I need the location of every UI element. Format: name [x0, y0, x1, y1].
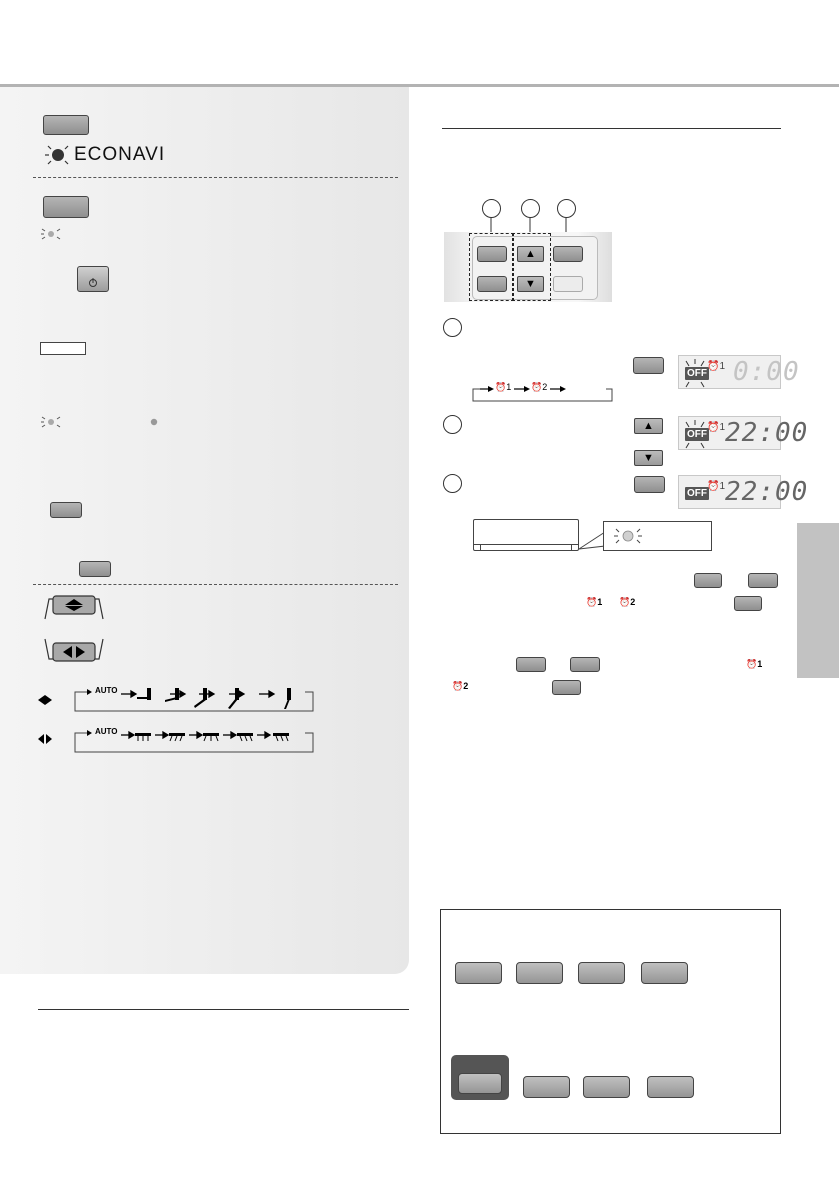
note-timer-1: ⏰1: [586, 597, 603, 607]
off-timer-button[interactable]: [477, 276, 507, 292]
vertical-airswing-button[interactable]: [43, 593, 105, 623]
horizontal-airswing-button[interactable]: [43, 635, 105, 665]
econavi-button[interactable]: [43, 115, 89, 135]
note-timer-2: ⏰2: [619, 597, 636, 607]
vertical-auto-label: AUTO: [95, 686, 118, 695]
box-button-5: [523, 1076, 570, 1098]
step-2-marker: [443, 415, 462, 434]
steady-lamp-icon: [149, 417, 159, 427]
indoor-unit-illustration: [473, 519, 579, 551]
off-badge: OFF: [687, 368, 707, 379]
step-2-down-button[interactable]: ▼: [634, 450, 663, 466]
note-timer-2b: ⏰2: [452, 681, 469, 691]
cycle-timer-1: ⏰1: [495, 382, 512, 392]
lcd-time-3: 22:00: [725, 477, 809, 507]
note-timer-1b: ⏰1: [746, 659, 763, 669]
mode-button[interactable]: [43, 196, 89, 218]
lcd-display-step3: [678, 475, 809, 509]
lcd-display-step1: [678, 355, 800, 389]
small-button-a[interactable]: [50, 502, 82, 518]
box-button-4: [641, 962, 688, 984]
cycle-timer-2: ⏰2: [531, 382, 548, 392]
section-divider-2: [33, 584, 398, 585]
vertical-airflow-sequence: [37, 686, 317, 714]
horizontal-auto-label: AUTO: [95, 727, 118, 736]
note-button-cancel-off: [570, 657, 600, 672]
left-panel: [0, 87, 409, 974]
note-button-set: [734, 596, 762, 611]
step-1-timer-button[interactable]: [633, 357, 664, 374]
horizontal-airflow-sequence: [37, 727, 317, 755]
econavi-label: ECONAVI: [74, 144, 166, 165]
step-3-marker: [443, 474, 462, 493]
right-section-rule: [442, 128, 781, 129]
step-1-marker: [443, 318, 462, 337]
blinking-lamp-icon-2: [40, 415, 62, 429]
timer-1-label-3: ⏰1: [707, 481, 726, 492]
off-badge-2: OFF: [687, 429, 707, 440]
note-button-off: [748, 573, 778, 588]
step-2-up-button[interactable]: ▲: [634, 418, 663, 434]
box-button-1: [455, 962, 502, 984]
note-button-cancel: [552, 680, 581, 695]
timer-indicator-callout: [603, 521, 712, 551]
time-down-button[interactable]: ▼: [517, 276, 544, 292]
vertical-direction-icon: [38, 695, 52, 700]
box-button-2: [516, 962, 563, 984]
lcd-display-step2: [678, 416, 809, 450]
blinking-lamp-icon: [40, 227, 62, 241]
time-up-button[interactable]: ▲: [517, 246, 544, 262]
set-button[interactable]: [553, 246, 583, 262]
lcd-time: 0:00: [733, 357, 800, 387]
info-box: [440, 909, 781, 1134]
note-button-cancel-on: [516, 657, 546, 672]
timer-1-label: ⏰1: [707, 361, 726, 372]
timer-lamp-icon: [610, 526, 646, 546]
indicator-label-box: [40, 342, 86, 355]
timer-1-label-2: ⏰1: [707, 422, 726, 433]
step-3-set-button[interactable]: [634, 476, 665, 493]
box-button-6: [583, 1076, 630, 1098]
note-button-on: [694, 573, 722, 588]
power-icon: [78, 267, 108, 291]
lcd-time-2: 22:00: [725, 418, 809, 448]
econavi-indicator: [40, 143, 72, 172]
small-button-b[interactable]: [79, 561, 111, 577]
box-button-7: [647, 1076, 694, 1098]
cancel-button[interactable]: [553, 276, 583, 292]
box-button-3: [578, 962, 625, 984]
off-badge-3: OFF: [687, 488, 707, 499]
bottom-left-rule: [38, 1009, 409, 1010]
econavi-lamp-icon: [40, 143, 72, 167]
box-button-highlighted: [458, 1073, 502, 1094]
reset-button[interactable]: [77, 266, 109, 292]
section-side-tab: [797, 523, 839, 678]
horizontal-direction-icon: [38, 734, 44, 744]
section-divider: [33, 177, 398, 178]
on-timer-button[interactable]: [477, 246, 507, 262]
